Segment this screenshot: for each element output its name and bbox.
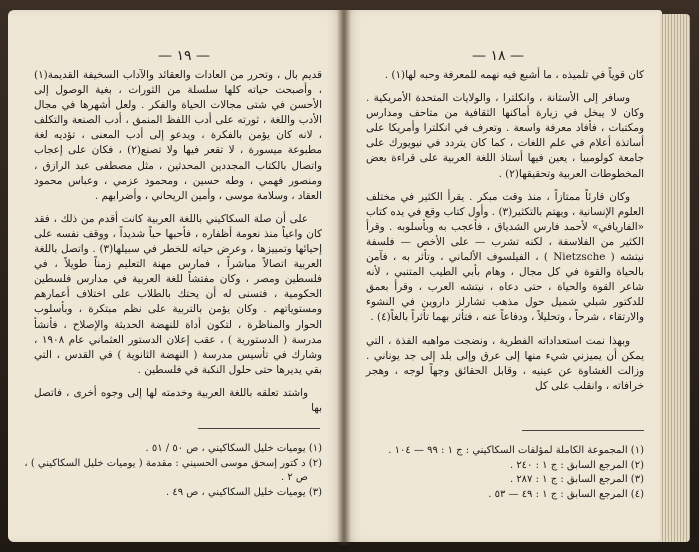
page-number: — ١٩ — — [158, 48, 210, 64]
footnote: (٤) المرجع السابق : ج ١ : ٤٩ — ٥٣ . — [488, 488, 644, 500]
paragraph: وسافر إلى الأستانة ، وانكلترا ، والولايات المتحدة الأمريكية . وكان لا يبخل في زيارة أماكنها الثقافية من متاحف ومدارس ومكتبات ، فأفاد معرفة واسعة . وتعرف في انكلترا وأمريكا على أساتذة أعلام في علم اللغات ، كما كان يتردد في نيويورك على جامعة كولومبيا ، يعين فيها أستاذ اللغة العربية على قراءة بعض المخطوطات العربية وتحقيقها(٢) . — [366, 92, 644, 180]
footnote: (١) المجموعة الكاملة لمؤلفات السكاكيني : ج ١ : ٩٩ — ١٠٤ . — [388, 445, 644, 456]
body-text — [366, 68, 644, 394]
footnote-separator — [198, 428, 320, 429]
paragraph: على أن صلة السكاكيني باللغة العربية كانت أقدم من ذلك ، فقد كان واعياً منذ نعومة أظفاره ، فأحبها حباً شديداً ، ووقف نفسه على إحيائها وتمييزها ، وعرض حياته للخطر في سبيلها(٣) . واتصل باللغة العربية اتصالاً مباشراً ، فمارس مهنة التعليم زمناً طويلاً ، في فلسطين ومصر ، وكان مفتشاً للغة العربية في مدارس فلسطين الحكومية ، فتسنى له أن يحتك بالطلاب على اختلاف أعمارهم ومستوياتهم . وكان يؤمن بالتربية على نظم مبتكرة ، وبأسلوب الحوار والمناظرة ، لتكون أداة للنهضة الحديثة والإصلاح ، فأنشأ مدرسة ( الدستورية ) ، عقب إعلان الدستور العثماني عام ١٩٠٨ ، وشارك في تأسيس مدرسة ( النهضة الثانوية ) في القدس ، التي بقي يديرها حتى حلول النكبة في فلسطين . — [34, 212, 322, 376]
right-page — [344, 10, 662, 542]
footnote: (٢) د كتور إسحق موسى الحسيني : مقدمة ( يوميات خليل السكاكيني ) ، — [24, 457, 322, 469]
footnotes — [24, 442, 322, 500]
paragraph: وكان قارئاً ممتازاً ، منذ وقت مبكر . يقرأ الكثير في مختلف العلوم الإنسانية ، ويهتم بالتكثير(٣) . وأول كتاب وقع في يده كتاب «الفاريافي» لأحمد فارس الشدياق ، فأعجب به وبأسلوبه . وقرأ الكثير من الفلاسفة ، لكنه تشرب — على الأخص — فلسفة نيتشه ( Nietzsche ) ، الفيلسوف الألماني ، وتأثر به ، فآمن بالحياة والقوة في كل مجال ، وهام بأبي الطيب المتنبي ، لأنه شاعر القوة والحياة ، حتى دعاه ، نيتشه العرب ، وقرأ بعمق للدكتور شبلي شميل حول مذهب تشارلز داروين في النشوء والارتقاء ، شرحاً ، وتحليلاً ، ودفاعاً عنه ، فتأثر بهما تأثراً بالغاً(٤) . — [366, 190, 644, 324]
footnotes — [366, 444, 644, 502]
footnote: (٣) المرجع السابق : ج ١ : ٢٨٧ . — [509, 474, 644, 486]
footnote: ص ٢ . — [280, 472, 308, 484]
footnote: (٣) يوميات خليل السكاكيني ، ص ٤٩ . — [166, 486, 322, 498]
footnote-separator — [522, 430, 644, 431]
paragraph: وبهذا نمت استعداداته الفطرية ، ونضجت مواهبه الفذة ، التي يمكن أن يميزني شيء منها إلى عرق وإلى بلد إلى جد يوناني . وزالت الغشاوة عن عينيه ، وقابل الحقائق وجهاً لوجه ، وهجر خرافاته ، وانقلب على كل — [366, 334, 644, 392]
book-spine — [337, 10, 351, 545]
page-number: — ١٨ — — [472, 48, 524, 64]
footnote: (٢) المرجع السابق : ج ١ : ٢٤٠ . — [509, 459, 644, 471]
left-page — [8, 10, 344, 542]
body-text — [34, 68, 322, 416]
paragraph: قديم بال ، وتحرر من العادات والعقائد والآداب السخيفة القديمة(١) ، وأصبحت حياته كلها سلسلة من الثورات ، بغية الوصول إلى الأحسن في شتى مجالات الحياة والفكر . ولعل أشهرها في مجال الأدب واللغة ، ثورته على أدب اللفظ المنمق ، أدب الصنعة والتكلف ، لانه كان يؤمن بالفكرة ، ويدعو إلى أدب المعنى ، تؤديه لغة مطبوعة ميسورة ، لا تقعر فيها ولا تصنع(٢) ، فكان على إعجاب واتصال بالكتاب المجددين المحدثين ، مثل مصطفى عبد الرازق ، ومنصور فهمي ، وطه حسين ، ومحمود عزمي ، وعباس محمود العقاد ، وسلامة موسى ، وأمين الريحاني ، وأضرابهم . — [34, 69, 322, 202]
paragraph: واشتد تعلقه باللغة العربية وخدمته لها إلى وجوه أخرى ، فاتصل بها — [34, 386, 322, 414]
footnote: (١) يوميات خليل السكاكيني ، ص ٥٠ / ٥١ . — [145, 443, 322, 454]
paragraph: كان قوياً في تلميذه ، ما أشبع فيه نهمه للمعرفة وحبه لها(١) . — [384, 69, 644, 81]
page-edges — [660, 14, 690, 542]
